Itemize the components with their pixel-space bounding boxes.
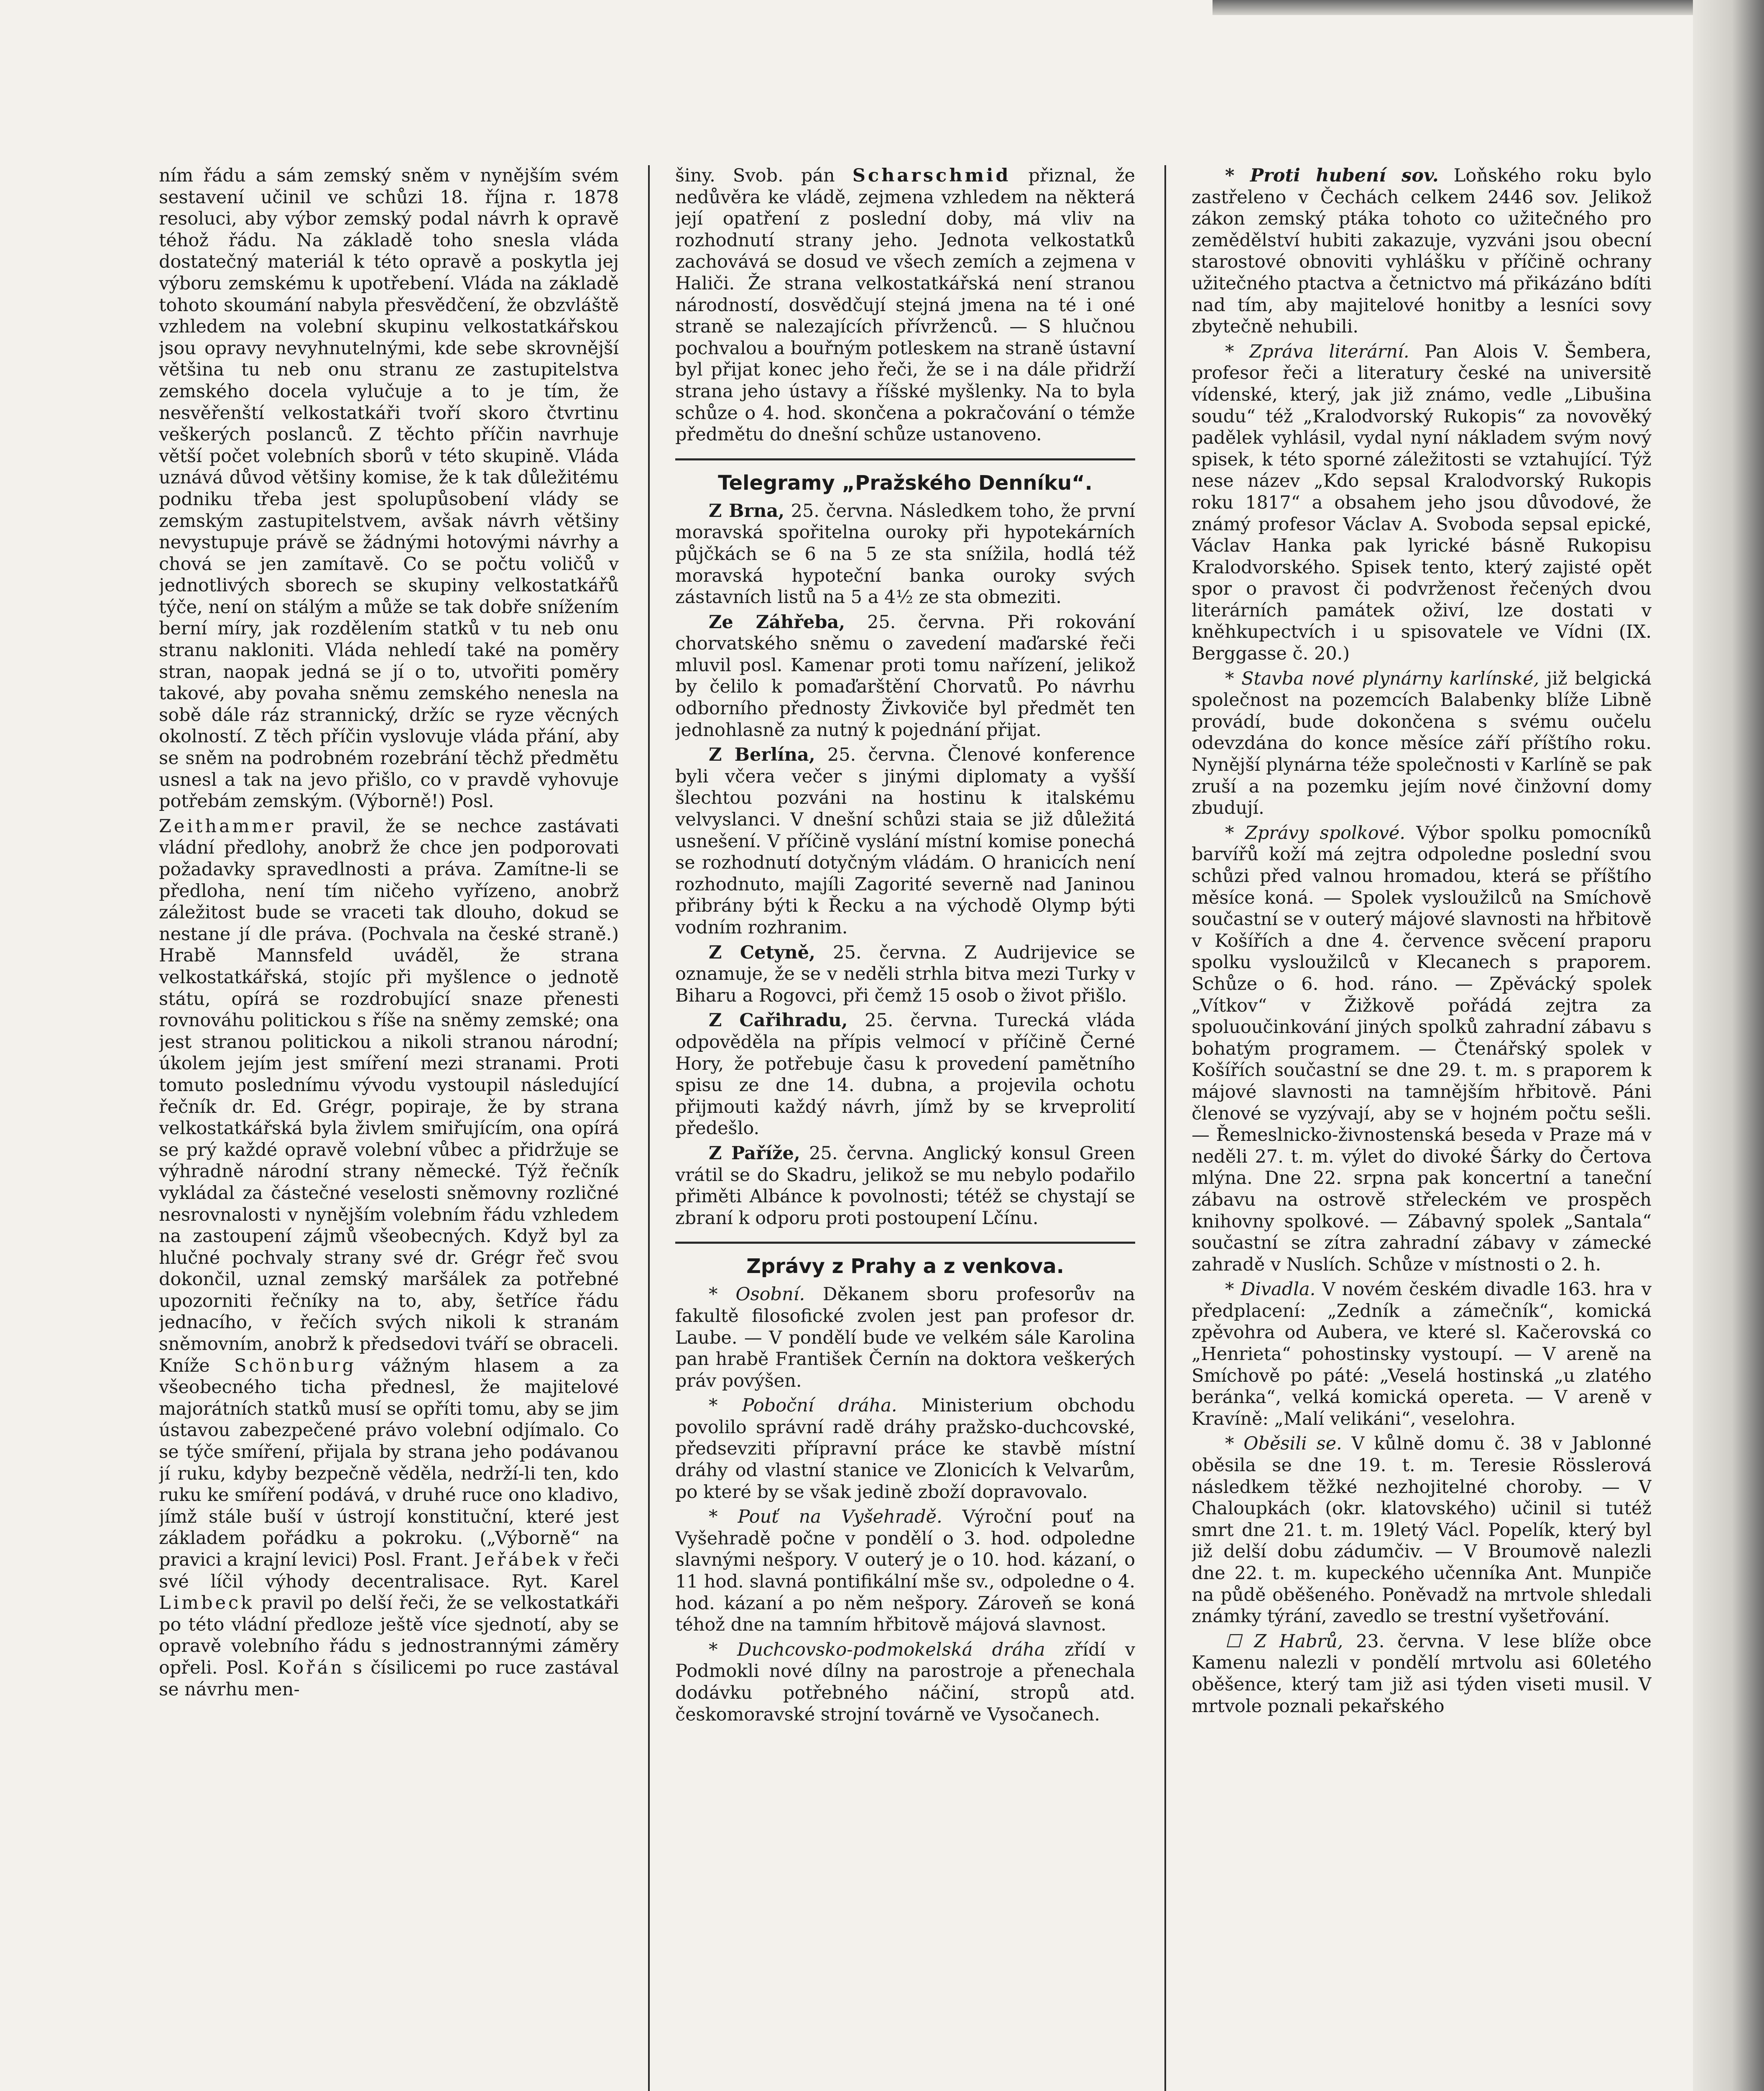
telegram-item: Z Brna, 25. června. Následkem toho, že první moravská spořitelna ouroky při hypotekárních půjčkách se 6 na 5 ze sta snížila, hodlá též moravská hypoteční banka ouroky svých zástavních listů na 5 a 4½ ze sta obmeziti. [675,500,1135,608]
telegram-item: Ze Záhřeba, 25. června. Při rokování chorvatského sněmu o zavedení maďarské řeči mluvil posl. Kamenar proti tomu nařízení, jelikož by čelilo k pomaďarštění Chorvatů. Po návrhu odborního přednosty Živkoviče byl předmět ten jednohlasně za nutný k pojednání přijat. [675,611,1135,741]
section-heading-telegrams: Telegramy „Pražského Denníku“. [675,458,1135,495]
newspaper-page [159,165,1652,2091]
news-item: * Osobní. Děkanem sboru profesorův na fakultě filosofické zvolen jest pan profesor dr. Laube. — V pondělí bude ve velkém sále Karolina pan hrabě František Černín na doktora veškerých práv povýšen. [675,1284,1135,1391]
news-item: * Oběsili se. V kůlně domu č. 38 v Jablonné oběsila se dne 19. t. m. Teresie Rösslerová následkem těžké nezhojitelné choroby. — V Chaloupkách (okr. klatovského) učinil si tutéž smrt dne 21. t. m. 19letý Václ. Popelík, který byl již delší dobu zádumčiv. — V Broumově nalezli dne 22. t. m. kupeckého učenníka Ant. Munpiče na půdě oběšeného. Poněvadž na mrtvole shledali známky týrání, zavedlo se trestní vyšetřování. [1192,1433,1652,1627]
article-paragraph: Zeithammer pravil, že se nechce zastávati vládní předlohy, anobrž že chce jen podporovati požadavky spravedlnosti a práva. Zamítne-li se předloha, není tím ničeho vyřízeno, anobrž záležitost bude se vraceti tak dlouho, dokud se nestane jí dle práva. (Pochvala na české straně.) Hrabě Mannsfeld uváděl, že strana velkostatkářská, stojíc při myšlence o jednotě státu, opírá se rozdrobující snaze přenesti rovnováhu politickou s říše na sněmy zemské; ona jest stranou politickou a nikoli stranou národní; úkolem jejím jest smíření mezi stranami. Proti tomuto poslednímu vývodu vystoupil následující řečník dr. Ed. Grégr, popiraje, že by strana velkostatkářská byla živlem smiřujícím, ona opírá se prý každé opravě volební vůbec a přidržuje se výhradně národní strany německé. Týž řečník vykládal za částečné veselosti sněmovny rozličné nesrovnalosti v nynějším volebním řádu vzhledem na zastoupení zájmů všeobecných. Když byl za hlučné pochvaly strany své dr. Grégr řeč svou dokončil, uznal zemský maršálek za potřebné upozorniti řečníky na to, aby, šetříce řádu jednacího, v řečích svých nikoli k stranám sněmovním, anobrž k předsedovi tváří se obraceli. Kníže Schönburg vážným hlasem a za všeobecného ticha přednesl, že majitelové majorátních statků musí se opříti tomu, aby se jim ústavou zabezpečené právo volební odjímalo. Co se týče smíření, přijala by strana jeho podávanou jí ruku, kdyby bezpečně věděla, nedrží-li ten, kdo ruku ke smíření podává, v druhé ruce ono kladivo, jímž stále buší v ústrojí konstituční, které jest základem pořádku a pokroku. („Výborně“ na pravici a krajní levici) Posl. Frant. Jeřábek v řeči své líčil výhody decentralisace. Ryt. Karel Limbeck pravil po delší řeči, že se velkostatkáři po této vládní předloze ještě více sjednotí, aby se opravě volebního řádu s jednostrannými záměry opřeli. Posl. Kořán s čísilicemi po ruce zastával se návrhu men- [159,815,619,1700]
news-item: * Stavba nové plynárny karlínské, již belgická společnost na pozemcích Balabenky blíže Libně provádí, bude dokončena s svému oučelu odevzdána do konce měsíce září příštího roku. Nynější plynárna téže společnosti v Karlíně se pak zruší a na pozemku jejím nové činžovní domy zbudují. [1192,668,1652,819]
column-right [1192,165,1652,2091]
news-item: * Duchcovsko-podmokelská dráha zřídí v Podmokli nové dílny na parostroje a přenechala dodávku potřebného náčiní, stropů atd. českomoravské strojní továrně ve Vysočanech. [675,1639,1135,1725]
speaker-name: Limbeck [159,1593,255,1614]
telegram-item: Z Cetyně, 25. června. Z Audrijevice se oznamuje, že se v neděli strhla bitva mezi Turky v Biharu a Rogovci, při čemž 15 osob o život přišlo. [675,942,1135,1006]
column-middle [675,165,1135,2091]
speaker-name: Scharschmid [852,165,1011,186]
news-item: * Zpráva literární. Pan Alois V. Šembera, profesor řeči a literatury české na universitě vídenské, který, jak již známo, vedle „Libušina soudu“ též „Kralodvorský Rukopis“ za novověký padělek vyhlásil, vydal nyní nákladem svým nový spisek, k této sporné záležitosti se vztahující. Týž nese název „Kdo sepsal Kralodvorský Rukopis roku 1817“ a obsahem jeho jsou důvodové, že známý profesor Václav A. Svoboda sepsal epické, Václav Hanka pak lyrické básně Rukopisu Kralodvorského. Spisek tento, který zajisté opět spor o pravost či podvrženost řečených dvou literárních památek oživí, lze dostati v kněhkupectvích i u spisovatele ve Vídni (IX. Berggasse č. 20.) [1192,341,1652,665]
column-rule [1164,165,1166,2091]
article-paragraph: ním řádu a sám zemský sněm v nynějším svém sestavení učinil ve schůzi 18. října r. 1878 resoluci, aby výbor zemský podal návrh k opravě téhož řádu. Na základě toho snesla vláda dostatečný materiál k této opravě a poskytla jej výboru zemskému k upotřebení. Vláda na základě tohoto skoumání nabyla přesvědčení, že obzvláště vzhledem na volební skupinu velkostatkářskou jsou opravy nevyhnutelnými, kde sebe skrovnější většina tu neb onu stranu ze zastupitelstva zemského docela vylučuje a to je tím, že nesvěřenští velkostatkáři tvoří skoro čtvrtinu veškerých poslanců. Z těchto příčin navrhuje větší počet volebních sborů v této skupině. Vláda uznává důvod většiny komise, že k tak důležitému podniku třeba jest spolupůsobení vlády se zemským zastupitelstvem, avšak návrh většiny nevystupuje právě se žádnými hotovými návrhy a chová se jen zamítavě. Co se počtu voličů v jednotlivých sborech se skupiny velkostatkářů týče, není on stálým a může se tak dobře snížením berní míry, jak rozdělením statků v tu neb onu stranu nakloniti. Vláda nehledí také na poměry stran, naopak jedná se jí o to, utvořiti poměry takové, aby povaha sněmu zemského nenesla na sobě dále ráz strannický, držíc se ryze věcných okolností. Z těch příčin vyslovuje vláda přání, aby se sněm na podrobném rozebrání těchž předmětu usnesl a tak na jevo přišlo, co v pravdě vyhovuje potřebám zemským. (Výborně!) Posl. [159,165,619,812]
column-rule [648,165,650,2091]
article-paragraph: šiny. Svob. pán Scharschmid přiznal, že nedůvěra ke vládě, zejmena vzhledem na některá její opatření z poslední doby, má vliv na rozhodnutí strany jeho. Jednota velkostatků zachovává se dosud ve všech zemích a zejmena v Haliči. Že strana velkostatkářská není stranou národností, dosvědčují stejná jmena na té i oné straně se nalezajících přívrženců. — S hlučnou pochvalou a bouřným potleskem na straně ústavní byl přijat konec jeho řeči, že se i na dále přidrží strana jeho ústavy a říšské myšlenky. Na to byla schůze o 4. hod. skončena a pokračování o témže předmětu do dnešní schůze ustanoveno. [675,165,1135,445]
telegram-item: Z Berlína, 25. června. Členové konference byli včera večer s jinými diplomaty a vyšší šlechtou pozváni na hostinu k italskému velvyslanci. V dnešní schůzi staia se již důležitá usnešení. V příčině vyslání místní komise ponechá se rozhodnutí dotyčným vládám. O hranicích není rozhodnuto, majíli Zagorité severně nad Janinou přibrány býti k Řecku a na východě Olymp býti vodním rozhranim. [675,744,1135,938]
telegram-item: Z Paříže, 25. června. Anglický konsul Green vrátil se do Skadru, jelikož se mu nebylo podařilo přiměti Albánce k povolnosti; tétéž se chystají se zbraní k odporu proti postoupení Lčínu. [675,1143,1135,1229]
news-item: * Proti hubení sov. Loňského roku bylo zastřeleno v Čechách celkem 2446 sov. Jelikož zákon zemský ptáka tohoto co užitečného pro zemědělství hubiti zakazuje, vyzváni jsou obecní starostové obnoviti vyhlášku v příčině ochrany užitečného ptactva a četnictvo má přikázáno bdíti nad tím, aby majitelové honitby a lesníci sovy zbytečně nehubili. [1192,165,1652,337]
speaker-name: Zeithammer [159,815,296,837]
news-item: * Poboční dráha. Ministerium obchodu povolilo správní radě dráhy pražsko-duchcovské, předsevziti přípravní práce ke stavbě místní dráhy od vlastní stanice ve Zlonicích k Velvarům, po které by se však jedině zboží dopravovalo. [675,1395,1135,1503]
speaker-name: Jeřábek [474,1549,562,1570]
news-item: ☐ Z Habrů, 23. června. V lese blíže obce Kamenu nalezli v pondělí mrtvolu asi 60letého oběšence, který tam již asi týden viseti musil. V mrtvole poznali pekařského [1192,1631,1652,1717]
speaker-name: Kořán [277,1657,345,1678]
telegram-item: Z Cařihradu, 25. června. Turecká vláda odpověděla na přípis velmocí v příčině Černé Hory, že potřebuje času k provedení pamětního spisu ze dne 14. dubna, a projevila ochotu přijmouti každý návrh, jímž by se krveprolití předešlo. [675,1010,1135,1139]
news-item: * Zprávy spolkové. Výbor spolku pomocníků barvířů koží má zejtra odpoledne poslední svou schůzi před valnou hromadou, která se příštího měsíce koná. — Spolek vysloužilců na Smíchově součastní se v outerý májové slavnosti na hřbitově v Košířích a dne 4. července svěcení praporu spolku vysloužilců v Klecanech s praporem. Schůze o 6. hod. ráno. — Zpěvácký spolek „Vítkov“ v Žižkově pořádá zejtra za spoluoučinkování jiných spolků zahradní zábavu s bohatým programem. — Čtenářský spolek v Košířích součastní se dne 29. t. m. s praporem k májové slavnosti na tamnějším hřbitově. Páni členové se vyzývají, aby se v hojném počtu sešli. — Řemeslnicko-živnostenská beseda v Praze má v neděli 27. t. m. výlet do divoké Šárky do Čertova mlýna. Dne 22. srpna pak koncertní a taneční zábavu na ostrově střeleckém ve prospěch knihovny spolkové. — Zábavný spolek „Santala“ součastní se zítra zahradní zábavy v zámecké zahradě v Nuslích. Schůze v místnosti o 2. h. [1192,822,1652,1275]
speaker-name: Schönburg [234,1355,357,1376]
news-item: * Pouť na Vyšehradě. Výroční pouť na Vyšehradě počne v pondělí o 3. hod. odpoledne slavnými nešpory. V outerý je o 10. hod. kázaní, o 11 hod. slavná pontifikální mše sv., odpoledne o 4. hod. kázaní a po něm nešpory. Zároveň se koná téhož dne na tamním hřbitově májová slavnost. [675,1506,1135,1636]
section-heading-local-news: Zprávy z Prahy a z venkova. [675,1242,1135,1278]
column-left [159,165,619,2091]
scan-shadow-top [1213,0,1764,15]
scan-shadow-right [1693,0,1764,2091]
news-item: * Divadla. V novém českém divadle 163. hra v předplacení: „Zedník a zámečník“, komická zpěvohra od Aubera, ve které sl. Kačerovská co „Henrieta“ pohostinsky vystoupí. — V areně na Smíchově po páté: „Veselá hostinská „u zlatého beránka“, velká komická opereta. — V areně v Kravíně: „Malí velikáni“, veselohra. [1192,1279,1652,1429]
